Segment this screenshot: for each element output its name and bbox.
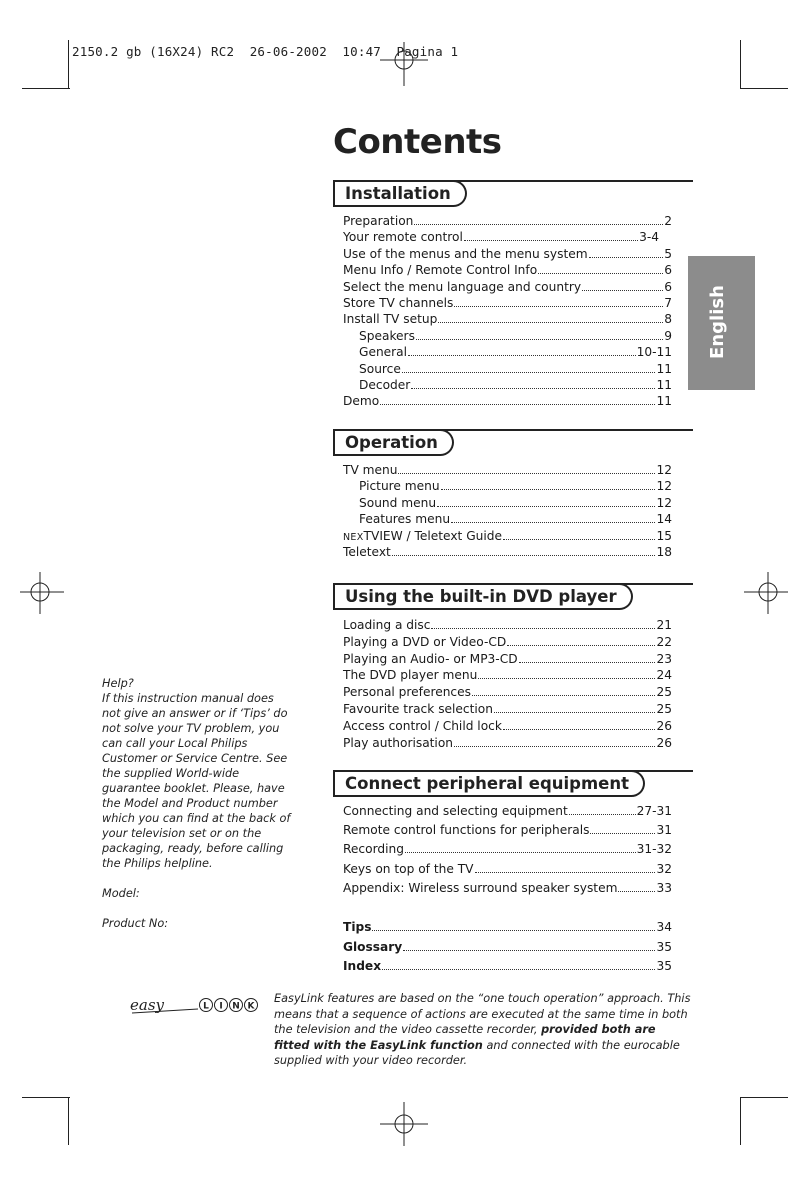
toc-entry-label: Source [359,361,401,376]
toc-entry[interactable] [343,862,672,876]
dot-leader [507,645,655,646]
dot-leader [569,814,636,815]
toc-entry-page: 11 [656,378,672,392]
toc-entry[interactable] [343,920,672,934]
section-heading: Installation [333,180,467,207]
toc-entry-page: 35 [656,939,672,954]
registration-mark-right [742,570,790,618]
dot-leader [437,506,655,507]
toc-entry[interactable] [343,685,672,699]
toc-entry-label: Play authorisation [343,735,454,750]
dot-leader [582,290,663,291]
toc-entry[interactable] [343,668,672,682]
easylink-description [274,991,694,1069]
easylink-logo-letter: I [219,1001,223,1012]
toc-entry[interactable] [343,529,672,543]
easylink-logo-letter: N [232,1001,240,1012]
toc-entry-label-rest: TVIEW / Teletext Guide [363,528,502,543]
section-heading: Operation [333,429,454,456]
dot-leader [494,712,656,713]
toc-entry[interactable] [343,635,672,649]
toc-entry-page: 24 [656,668,672,683]
toc-entry-page: 15 [656,528,672,543]
toc-entry-page: 12 [656,463,672,477]
toc-entry-page: 12 [656,495,672,510]
toc-entry[interactable] [343,394,672,408]
toc-entry-page: 5 [664,246,672,261]
dot-leader [438,322,663,323]
toc-entry-label: Appendix: Wireless surround speaker system [343,880,618,895]
dot-leader [411,388,655,389]
toc-entry[interactable] [359,362,672,376]
toc-entry-label: Select the menu language and country [343,279,582,294]
registration-mark-bottom [372,1100,436,1150]
registration-mark-left [18,570,66,618]
easylink-logo-letter: K [247,1001,255,1012]
toc-entry[interactable] [343,652,672,666]
dot-leader [451,522,655,523]
dot-leader [590,833,655,834]
toc-entry[interactable] [343,804,672,818]
page-title: Contents [333,122,502,162]
toc-entry-page: 11 [656,361,672,376]
toc-entry-page: 12 [656,479,672,494]
language-tab-label: English [707,285,728,359]
easylink-text-after: and connected with the eurocable supplied with your video recorder. [274,1038,680,1067]
toc-entry-page: 35 [656,959,672,973]
toc-entry-page: 11 [656,394,672,409]
toc-entry-label: Index [343,959,382,973]
dot-leader [454,746,655,747]
toc-entry-page: 9 [664,328,672,343]
dot-leader [454,306,663,307]
toc-entry-label: Personal preferences [343,685,471,700]
toc-entry-page: 31 [656,823,672,838]
toc-entry-page: 34 [656,920,672,934]
toc-entry-label: Access control / Child lock [343,718,502,733]
toc-entry-page: 7 [664,296,672,310]
toc-entry[interactable] [343,263,672,277]
toc-entry-label: Glossary [343,939,403,954]
toc-entry[interactable] [359,496,672,510]
toc-entry-page: 23 [656,651,672,666]
toc-entry-label: Picture menu [359,479,440,494]
dot-leader [475,872,656,873]
model-label: Model: [102,887,140,900]
dot-leader [538,273,663,274]
toc-entry[interactable] [343,280,672,294]
toc-entry[interactable] [343,618,672,632]
toc-entry[interactable] [343,463,672,477]
toc-entry-label: Keys on top of the TV [343,861,474,876]
toc-entry-page: 14 [656,512,672,527]
toc-entry-label: Preparation [343,214,414,228]
toc-entry-label: Store TV channels [343,296,454,310]
toc-entry-label: Recording [343,842,404,857]
toc-entry[interactable] [359,479,672,493]
dot-leader [478,678,655,679]
dot-leader [380,404,655,405]
toc-entry[interactable] [343,296,672,310]
toc-entry[interactable] [343,214,672,228]
toc-entry-page: 8 [664,312,672,327]
toc-entry[interactable] [359,512,672,526]
dot-leader [372,930,655,931]
print-slug-line: 2150.2 gb (16X24) RC2 26-06-2002 10:47 Pagina 1 [72,44,459,59]
dot-leader [403,950,655,951]
toc-entry-label: Menu Info / Remote Control Info [343,263,538,278]
dot-leader [408,355,636,356]
toc-entry[interactable] [359,329,672,343]
toc-entry[interactable] [359,378,672,392]
toc-entry[interactable] [343,959,672,973]
toc-entry-label: Tips [343,920,372,934]
dot-leader [618,891,655,892]
dot-leader [503,539,656,540]
easylink-logo [130,995,265,1015]
toc-entry-label: Connecting and selecting equipment [343,804,568,818]
toc-entry[interactable] [343,940,672,954]
toc-entry-label: Speakers [359,328,415,343]
dot-leader [589,257,664,258]
dot-leader [503,729,656,730]
toc-entry-label-prefix: NEX [343,531,364,543]
toc-entry-page: 10-11 [636,345,672,360]
toc-entry-page: 3-4 [639,230,659,245]
toc-entry-page: 26 [656,718,672,733]
dot-leader [464,240,638,241]
toc-entry-label: TV menu [343,463,398,477]
dot-leader [441,489,656,490]
toc-entry-page: 31-32 [636,842,672,857]
toc-entry-label: Use of the menus and the menu system [343,246,588,261]
toc-entry-page: 33 [656,880,672,895]
easylink-logo-script: easy [130,996,164,1014]
toc-entry-label: Features menu [359,512,451,527]
toc-entry[interactable] [343,881,672,895]
toc-entry-label: Decoder [359,378,411,392]
toc-entry-page: 25 [656,702,672,716]
dot-leader [431,628,655,629]
dot-leader [382,969,655,970]
toc-entry[interactable] [343,719,672,733]
dot-leader [402,372,656,373]
toc-entry-page: 6 [664,263,672,278]
toc-entry-page: 21 [656,618,672,632]
toc-entry[interactable] [359,345,672,359]
toc-entry[interactable] [343,545,672,559]
toc-entry-label: Sound menu [359,495,437,510]
toc-entry-page: 2 [664,214,672,228]
toc-entry[interactable] [343,312,672,326]
toc-entry-label: Install TV setup [343,312,438,327]
toc-entry-label: Your remote control [343,230,463,245]
product-no-label: Product No: [102,917,169,930]
dot-leader [472,695,656,696]
section-heading: Connect peripheral equipment [333,770,645,797]
toc-entry-page: 6 [664,279,672,294]
toc-entry-label [343,529,502,543]
dot-leader [414,224,663,225]
section-heading: Using the built-in DVD player [333,583,633,610]
easylink-text-before: EasyLink features are based on the “one touch operation” approach. This means that a sequence of actions are executed at the same time in both the television and the video cassette recorder, [274,992,691,1036]
toc-entry[interactable] [343,247,672,261]
toc-entry-page: 32 [656,861,672,876]
toc-entry-page: 27-31 [636,804,672,818]
dot-leader [392,555,656,556]
toc-entry-label: Playing an Audio- or MP3-CD [343,651,518,666]
toc-entry[interactable] [343,230,659,244]
easylink-text-bold: provided both are fitted with the EasyLink function [274,1023,656,1052]
dot-leader [405,852,636,853]
easylink-logo-letter: L [203,1001,209,1012]
toc-entry-page: 22 [656,634,672,649]
toc-entry-label: Remote control functions for peripherals [343,823,590,838]
toc-entry-page: 18 [656,545,672,559]
toc-entry[interactable] [343,736,672,750]
toc-entry-label: Loading a disc [343,618,431,632]
help-heading: Help? [102,677,134,690]
toc-entry-page: 25 [656,685,672,700]
help-note [102,676,292,931]
toc-entry[interactable] [343,842,672,856]
toc-entry-label: Playing a DVD or Video-CD [343,634,507,649]
toc-entry[interactable] [343,823,672,837]
toc-entry-label: General [359,345,408,360]
help-body: If this instruction manual does not give an answer or if ‘Tips’ do not solve your TV problem, you can call your Local Philips Customer or Service Centre. See the supplied World-wide guarantee booklet. Please, have the Model and Product number which you can find at the back of your television set or on the packaging, ready, before calling the Philips helpline. [102,692,291,870]
toc-entry-label: Favourite track selection [343,702,493,716]
dot-leader [519,662,656,663]
dot-leader [416,339,663,340]
toc-entry-label: Teletext [343,545,391,559]
toc-entry-page: 26 [656,735,672,750]
toc-entry-label: Demo [343,394,380,409]
dot-leader [398,473,655,474]
toc-entry[interactable] [343,702,672,716]
toc-entry-label: The DVD player menu [343,668,478,683]
